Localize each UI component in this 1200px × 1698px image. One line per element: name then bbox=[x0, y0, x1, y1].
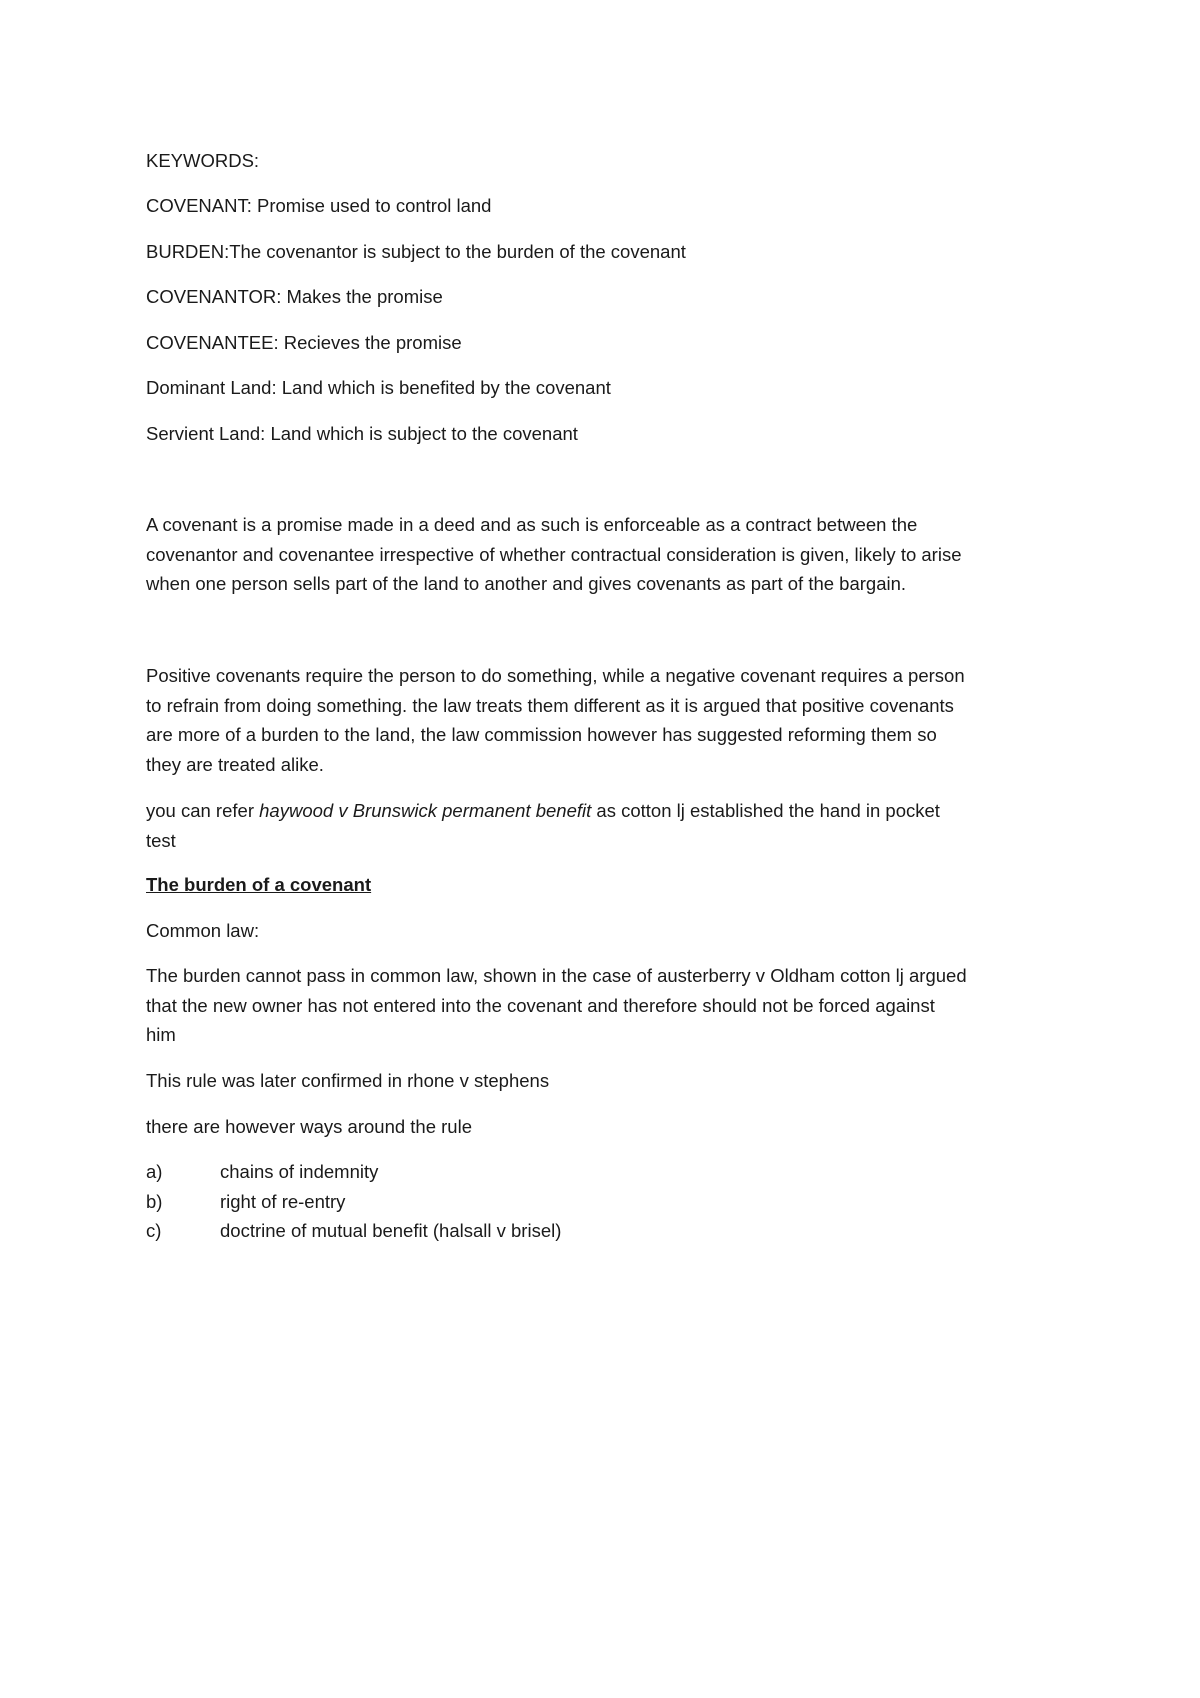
common-law-subheading: Common law: bbox=[146, 920, 260, 941]
list-item-text: right of re-entry bbox=[220, 1190, 346, 1212]
keyword-burden: BURDEN:The covenantor is subject to the burden of the covenant bbox=[146, 241, 686, 262]
confirmation-line: This rule was later confirmed in rhone v stephens bbox=[146, 1070, 550, 1091]
paragraph-line: him bbox=[146, 1024, 176, 1045]
list-marker: b) bbox=[146, 1190, 163, 1212]
list-item bbox=[146, 1216, 561, 1246]
paragraph-line: A covenant is a promise made in a deed and as such is enforceable as a contract between the bbox=[146, 514, 918, 535]
list-item-text: chains of indemnity bbox=[220, 1161, 379, 1182]
keyword-covenantee: COVENANTEE: Recieves the promise bbox=[146, 332, 462, 353]
paragraph-line: that the new owner has not entered into the covenant and therefore should not be forced against bbox=[146, 994, 935, 1016]
ways-around-line: there are however ways around the rule bbox=[146, 1116, 472, 1137]
case-name: haywood v Brunswick permanent benefit bbox=[259, 800, 592, 821]
case-reference-paragraph bbox=[146, 796, 1066, 855]
paragraph-line: are more of a burden to the land, the law commission however has suggested reforming them so bbox=[146, 724, 937, 745]
keyword-covenantor: COVENANTOR: Makes the promise bbox=[146, 286, 443, 307]
covenant-definition-paragraph bbox=[146, 510, 1066, 599]
paragraph-line: The burden cannot pass in common law, shown in the case of austerberry v Oldham cotton lj argued bbox=[146, 965, 967, 986]
case-reference-before: you can refer bbox=[146, 800, 260, 821]
section-heading: The burden of a covenant bbox=[146, 874, 372, 895]
paragraph-line: to refrain from doing something. the law treats them different as it is argued that positive covenants bbox=[146, 694, 954, 716]
paragraph-line: when one person sells part of the land to another and gives covenants as part of the bargain. bbox=[146, 573, 907, 594]
list-item bbox=[146, 1157, 561, 1187]
keyword-servient-land: Servient Land: Land which is subject to the covenant bbox=[146, 423, 578, 444]
paragraph-line: they are treated alike. bbox=[146, 753, 324, 775]
positive-negative-paragraph bbox=[146, 661, 1066, 779]
list-item bbox=[146, 1187, 561, 1217]
keyword-dominant-land: Dominant Land: Land which is benefited by the covenant bbox=[146, 377, 611, 398]
paragraph-line: test bbox=[146, 829, 176, 851]
paragraph-line: covenantor and covenantee irrespective of whether contractual consideration is given, likely to arise bbox=[146, 543, 962, 565]
paragraph-line: Positive covenants require the person to do something, while a negative covenant requires a person bbox=[146, 665, 965, 686]
list-marker: c) bbox=[146, 1220, 162, 1241]
ways-list bbox=[146, 1157, 561, 1246]
keywords-heading: KEYWORDS: bbox=[146, 150, 260, 171]
list-item-text: doctrine of mutual benefit (halsall v brisel) bbox=[220, 1220, 562, 1241]
list-marker: a) bbox=[146, 1161, 163, 1182]
paragraph-line bbox=[146, 796, 1066, 826]
case-reference-after: as cotton lj established the hand in pocket bbox=[591, 800, 940, 821]
common-law-paragraph bbox=[146, 961, 1066, 1050]
keyword-covenant: COVENANT: Promise used to control land bbox=[146, 195, 492, 216]
